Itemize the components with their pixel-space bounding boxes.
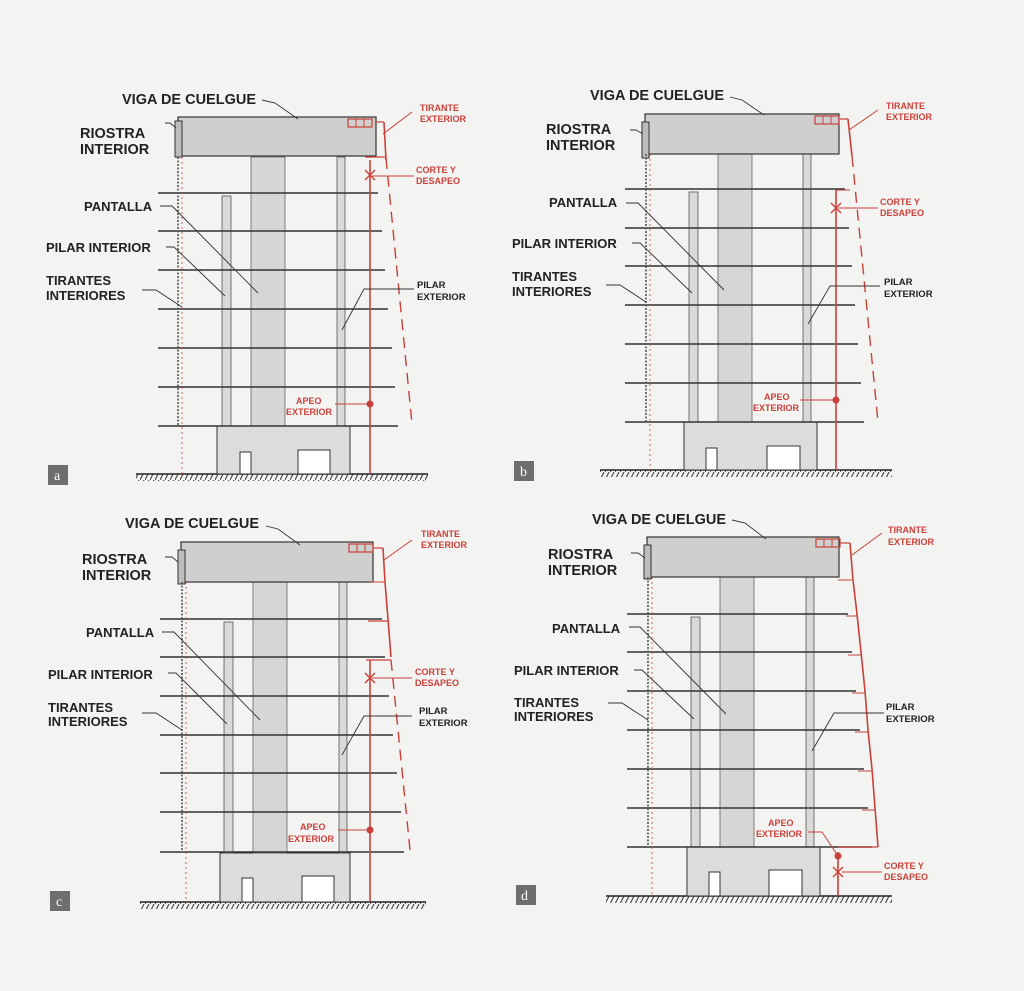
apeo-point [367, 827, 374, 834]
label-pilar-interior: PILAR INTERIOR [48, 667, 153, 682]
base-door [767, 446, 800, 470]
label-tirante-exterior: EXTERIOR [421, 540, 468, 550]
label-viga: VIGA DE CUELGUE [592, 512, 727, 528]
base-door [769, 870, 802, 896]
label-pilar-exterior: PILAR [884, 277, 913, 288]
label-apeo: EXTERIOR [753, 403, 800, 413]
label-tirantes: INTERIORES [512, 284, 592, 299]
base-door [298, 450, 330, 474]
base-door [240, 452, 251, 474]
ground-hatch [606, 896, 892, 903]
label-apeo: APEO [300, 822, 326, 832]
label-pilar-exterior: EXTERIOR [886, 714, 935, 725]
label-pilar-exterior: PILAR [886, 702, 915, 713]
label-tirante-exterior: TIRANTE [886, 101, 925, 111]
panel-d [514, 512, 935, 905]
label-riostra: INTERIOR [82, 568, 152, 584]
label-tirante-exterior: TIRANTE [420, 103, 459, 113]
pantalla-core [718, 154, 752, 422]
label-corte: DESAPEO [884, 872, 929, 882]
label-riostra: RIOSTRA [82, 552, 148, 568]
label-apeo: EXTERIOR [286, 407, 333, 417]
pilar-exterior [803, 154, 811, 422]
label-apeo: EXTERIOR [756, 829, 803, 839]
apeo-point [835, 853, 842, 860]
red-system [800, 110, 878, 470]
red-system [338, 540, 412, 902]
ground-hatch [600, 470, 892, 477]
panel-tag-letter: b [520, 465, 527, 480]
label-corte: CORTE Y [416, 165, 456, 175]
label-apeo: APEO [296, 396, 322, 406]
apeo-point [833, 397, 840, 404]
label-pilar-exterior: EXTERIOR [419, 718, 468, 729]
label-riostra: RIOSTRA [546, 122, 612, 138]
label-riostra: RIOSTRA [80, 126, 146, 142]
label-riostra: RIOSTRA [548, 547, 614, 563]
viga-cuelgue-beam [181, 542, 373, 582]
label-riostra: INTERIOR [548, 563, 618, 579]
label-tirantes: TIRANTES [46, 273, 111, 288]
panel-c [48, 516, 468, 911]
base-door [302, 876, 334, 902]
riostra-interior [175, 121, 182, 157]
pilar-interior [689, 192, 698, 422]
riostra-interior [178, 550, 185, 584]
label-tirante-exterior: TIRANTE [888, 525, 927, 535]
label-tirante-exterior: TIRANTE [421, 529, 460, 539]
label-pantalla: PANTALLA [552, 621, 621, 636]
label-apeo: APEO [764, 392, 790, 402]
label-riostra: INTERIOR [80, 142, 150, 158]
label-tirantes: INTERIORES [46, 288, 126, 303]
label-apeo: APEO [768, 818, 794, 828]
red-system [808, 533, 882, 896]
label-pantalla: PANTALLA [549, 195, 618, 210]
label-tirante-exterior: EXTERIOR [888, 537, 935, 547]
pilar-exterior [337, 157, 345, 426]
panel-tag-letter: c [56, 895, 63, 910]
label-viga: VIGA DE CUELGUE [122, 92, 257, 108]
base-door [709, 872, 720, 896]
label-corte: DESAPEO [416, 176, 461, 186]
pilar-exterior [806, 577, 814, 847]
label-pilar-exterior: PILAR [419, 706, 448, 717]
label-corte: DESAPEO [880, 208, 925, 218]
label-apeo: EXTERIOR [288, 834, 335, 844]
panel-b [512, 88, 933, 481]
ground-hatch [136, 474, 428, 481]
label-pilar-interior: PILAR INTERIOR [512, 236, 617, 251]
riostra-interior [644, 545, 651, 579]
viga-cuelgue-beam [645, 114, 839, 154]
viga-cuelgue-beam [647, 537, 839, 577]
label-viga: VIGA DE CUELGUE [125, 516, 260, 532]
label-tirantes: TIRANTES [48, 700, 113, 715]
label-tirante-exterior: EXTERIOR [886, 112, 933, 122]
base-door [242, 878, 253, 902]
ground-hatch [140, 902, 426, 909]
panel-tag-letter: d [521, 889, 528, 904]
panel-a [46, 92, 467, 485]
label-corte: CORTE Y [880, 197, 920, 207]
label-tirante-exterior: EXTERIOR [420, 114, 467, 124]
viga-cuelgue-beam [178, 117, 376, 156]
label-viga: VIGA DE CUELGUE [590, 88, 725, 104]
pantalla-core [720, 577, 754, 847]
label-tirantes: INTERIORES [514, 709, 594, 724]
label-pilar-exterior: EXTERIOR [417, 292, 466, 303]
label-pilar-exterior: PILAR [417, 280, 446, 291]
apeo-point [367, 401, 374, 408]
label-pilar-interior: PILAR INTERIOR [46, 240, 151, 255]
label-riostra: INTERIOR [546, 138, 616, 154]
label-tirantes: TIRANTES [512, 269, 577, 284]
label-pilar-interior: PILAR INTERIOR [514, 663, 619, 678]
label-corte: DESAPEO [415, 678, 460, 688]
red-system [335, 112, 414, 474]
label-pantalla: PANTALLA [86, 625, 155, 640]
riostra-interior [642, 122, 649, 158]
label-pantalla: PANTALLA [84, 199, 153, 214]
label-tirantes: TIRANTES [514, 695, 579, 710]
label-corte: CORTE Y [884, 861, 924, 871]
label-corte: CORTE Y [415, 667, 455, 677]
label-tirantes: INTERIORES [48, 714, 128, 729]
base-door [706, 448, 717, 470]
panel-tag-letter: a [54, 469, 61, 484]
label-pilar-exterior: EXTERIOR [884, 289, 933, 300]
